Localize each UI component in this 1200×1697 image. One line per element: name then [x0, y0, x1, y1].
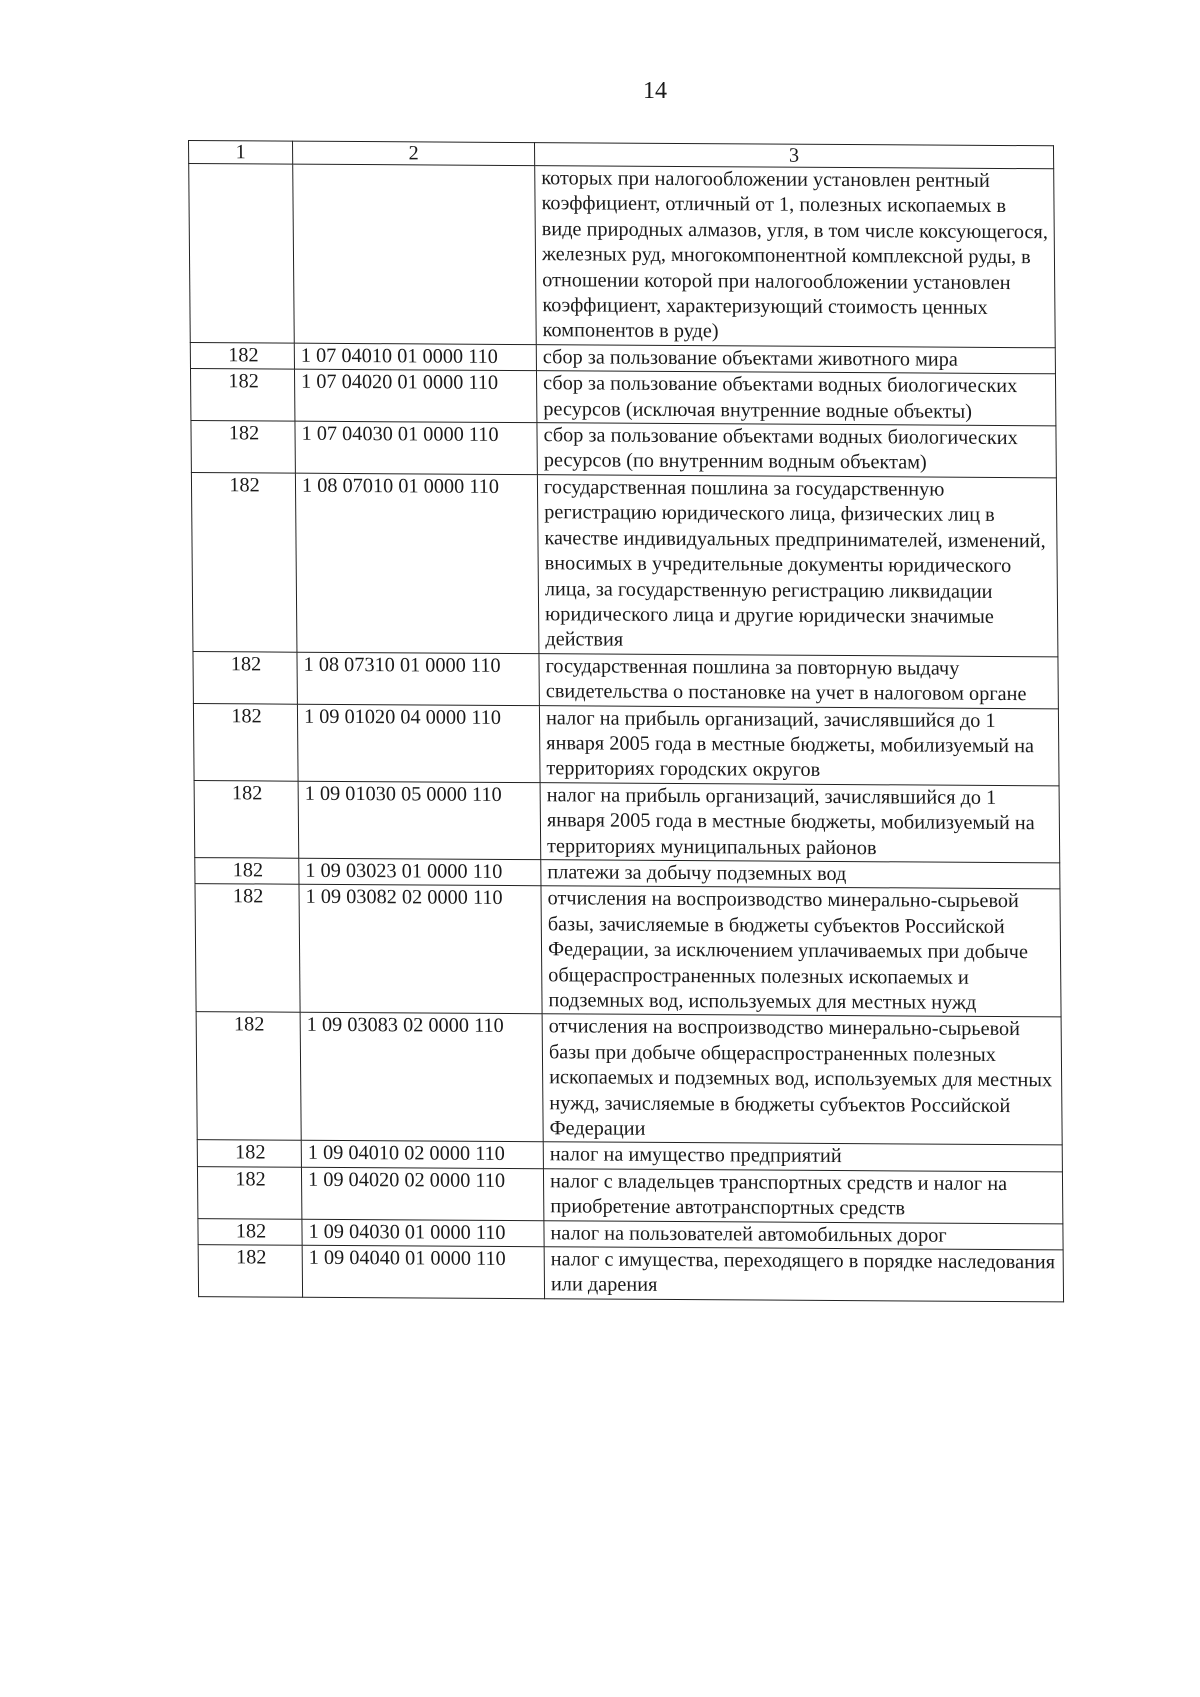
budget-code-cell: 1 07 04030 01 0000 110 — [295, 421, 537, 474]
description-cell: налог с имущества, переходящего в порядке наследования или дарения — [544, 1247, 1063, 1302]
admin-code-cell: 182 — [191, 421, 295, 473]
revenue-codes-table — [188, 140, 1064, 1302]
admin-code-cell: 182 — [196, 1012, 301, 1141]
description-cell: налог на прибыль организаций, зачислявшийся до 1 января 2005 года в местные бюджеты, мобилизуемый на территориях городских округов — [539, 705, 1059, 785]
description-cell: платежи за добычу подземных вод — [541, 860, 1060, 890]
table-row — [198, 1245, 1063, 1302]
header-col-1: 1 — [189, 141, 293, 165]
description-cell: сбор за пользование объектами водных биологических ресурсов (по внутренним водным объектам) — [537, 423, 1056, 478]
admin-code-cell: 182 — [193, 703, 298, 781]
table-row — [189, 164, 1056, 348]
description-cell: отчисления на воспроизводство минерально-сырьевой базы при добыче общераспространенных полезных ископаемых и подземных вод, используемых для местных нужд, зачисляемые в бюджеты субъектов Российской Федерации — [542, 1014, 1062, 1145]
budget-code-cell: 1 09 03083 02 0000 110 — [300, 1013, 543, 1143]
budget-code-cell: 1 09 04040 01 0000 110 — [302, 1245, 544, 1298]
description-cell: налог на имущество предприятий — [543, 1142, 1062, 1172]
admin-code-cell: 182 — [198, 1218, 302, 1245]
table-row — [191, 472, 1058, 656]
admin-code-cell: 182 — [194, 780, 299, 858]
budget-code-cell: 1 09 01030 05 0000 110 — [298, 781, 541, 860]
table-row — [193, 651, 1058, 708]
admin-code-cell — [189, 164, 295, 343]
admin-code-cell: 182 — [195, 858, 299, 885]
description-cell: налог на прибыль организаций, зачислявшийся до 1 января 2005 года в местные бюджеты, мобилизуемый на территориях муниципальных районов — [540, 782, 1060, 862]
budget-code-cell: 1 09 03023 01 0000 110 — [299, 858, 541, 886]
budget-code-cell: 1 07 04010 01 0000 110 — [294, 343, 536, 371]
description-cell: сбор за пользование объектами животного мира — [536, 344, 1055, 374]
table-row — [193, 703, 1059, 786]
description-cell: налог с владельцев транспортных средств и налог на приобретение автотранспортных средств — [543, 1169, 1062, 1224]
budget-code-cell: 1 08 07010 01 0000 110 — [295, 473, 539, 653]
table-row — [190, 369, 1055, 426]
table-row — [196, 1012, 1062, 1145]
budget-code-cell: 1 09 03082 02 0000 110 — [299, 885, 542, 1015]
admin-code-cell: 182 — [190, 369, 294, 421]
table-row — [197, 1166, 1062, 1223]
description-cell: государственная пошлина за государственную регистрацию юридического лица, физических лиц в качестве индивидуальных предпринимателей, изменений, вносимых в учредительные документы юридического лица, за государственную регистрацию ликвидации юридического лица и другие юридически значимые действия — [537, 475, 1058, 657]
budget-code-cell: 1 07 04020 01 0000 110 — [294, 369, 536, 422]
table-row — [191, 421, 1056, 478]
admin-code-cell: 182 — [193, 651, 297, 703]
description-cell: которых при налогообложении установлен рентный коэффициент, отличный от 1, полезных ископаемых в виде природных алмазов, угля, в том числе коксующегося, железных руд, многокомпонентной комплексной руды, в отношении которой при налогообложении установлен коэффициент, характеризующий стоимость ценных компонентов в руде) — [535, 166, 1056, 348]
description-cell: сбор за пользование объектами водных биологических ресурсов (исключая внутренние водные объекты) — [536, 371, 1055, 426]
budget-code-cell: 1 09 01020 04 0000 110 — [297, 704, 540, 783]
budget-code-cell: 1 09 04020 02 0000 110 — [301, 1167, 543, 1220]
page-number: 14 — [643, 78, 667, 104]
description-cell: государственная пошлина за повторную выдачу свидетельства о постановке на учет в налоговом органе — [539, 653, 1058, 708]
budget-code-cell: 1 09 04010 02 0000 110 — [301, 1141, 543, 1169]
admin-code-cell: 182 — [197, 1166, 301, 1218]
header-col-3: 3 — [534, 143, 1053, 169]
table-row — [194, 780, 1060, 863]
admin-code-cell: 182 — [195, 884, 300, 1013]
budget-code-cell: 1 08 07310 01 0000 110 — [297, 652, 539, 705]
admin-code-cell: 182 — [191, 472, 297, 651]
budget-code-cell: 1 09 04030 01 0000 110 — [302, 1219, 544, 1247]
header-col-2: 2 — [293, 141, 535, 165]
description-cell: отчисления на воспроизводство минерально-сырьевой базы, зачисляемые в бюджеты субъектов Российской Федерации, за исключением уплачиваемых при добыче общераспространенных полезных ископаемых и подземных вод, используемых для местных нужд — [541, 886, 1061, 1017]
description-cell: налог на пользователей автомобильных дорог — [544, 1220, 1063, 1250]
admin-code-cell: 182 — [197, 1140, 301, 1167]
admin-code-cell: 182 — [190, 342, 294, 369]
table-body — [189, 164, 1064, 1302]
budget-code-cell — [293, 164, 537, 344]
admin-code-cell: 182 — [198, 1245, 302, 1297]
table-row — [195, 884, 1061, 1017]
